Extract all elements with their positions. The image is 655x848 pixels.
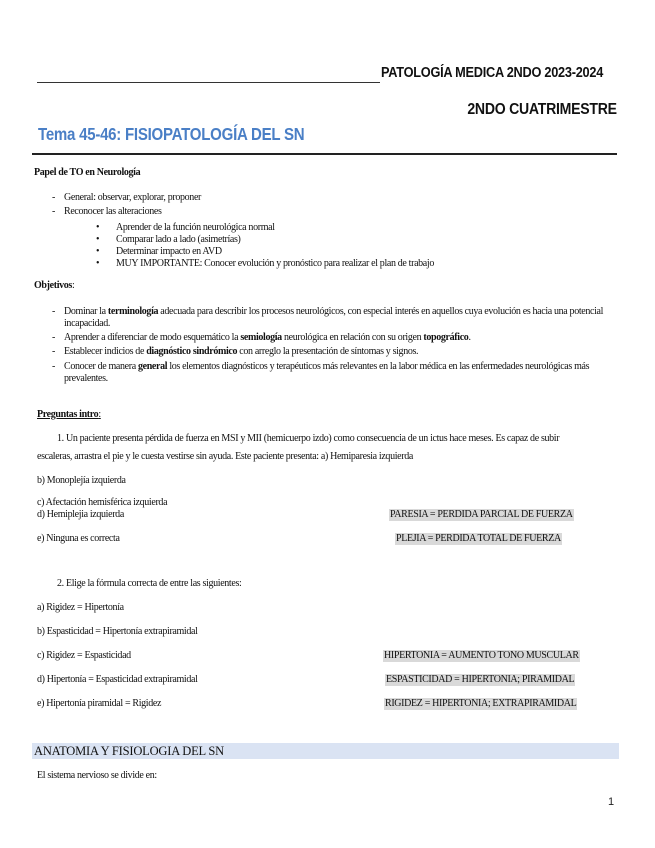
title-divider (32, 153, 617, 155)
objective-item (52, 346, 627, 358)
question-1-line-1: 1. Un paciente presenta pérdida de fuerza en MSI y MII (hemicuerpo izdo) como consecuencia de un ictus hace meses. Es capaz de subir (57, 433, 560, 444)
page-number: 1 (608, 796, 615, 808)
page-title: Tema 45-46: FISIOPATOLOGÍA DEL SN (38, 124, 305, 144)
objective-item (52, 332, 627, 344)
list-item-text: General: observar, explorar, proponer (64, 192, 202, 203)
objectives-heading-text: Objetivos (34, 280, 72, 291)
objective-item (52, 361, 627, 385)
rigidez-note: RIGIDEZ = HIPERTONIA; EXTRAPIRAMIDAL (385, 698, 577, 709)
question-2-line-1: 2. Elige la fórmula correcta de entre las siguientes: (57, 578, 242, 589)
dash-marker: - (52, 332, 55, 343)
objective-text: neurológica en relación con su origen (281, 332, 424, 343)
list-item (52, 192, 201, 204)
objective-text: Dominar la (64, 306, 108, 317)
questions-heading (37, 409, 101, 421)
sub-list-item-text: Aprender de la función neurológica normal (116, 222, 275, 233)
question-1-option-e: e) Ninguna es correcta (37, 533, 120, 544)
objective-keyword: diagnóstico sindrómico (146, 346, 238, 357)
sub-list-item-text: Comparar lado a lado (asimetrías) (116, 234, 241, 245)
sub-list-item (96, 234, 241, 246)
objectives-heading (34, 280, 74, 292)
question-1-option-b: b) Monoplejía izquierda (37, 475, 126, 486)
espasticidad-note: ESPASTICIDAD = HIPERTONIA; PIRAMIDAL (386, 674, 575, 685)
question-1-option-d: d) Hemiplejia izquierda (37, 509, 124, 520)
objective-text: Establecer indicios de (64, 346, 147, 357)
paresia-note: PARESIA = PERDIDA PARCIAL DE FUERZA (390, 509, 573, 520)
objective-item (52, 306, 627, 330)
objective-text: Conocer de manera (64, 361, 138, 372)
sub-list-item (96, 222, 275, 234)
sub-list-item-text: Determinar impacto en AVD (116, 246, 222, 257)
objective-text: Aprender a diferenciar de modo esquemático la (64, 332, 241, 343)
objective-text: adecuada para describir los procesos neurológicos, con especial interés en aquellos cuya evolución es hacia una potencial incapacidad. (64, 306, 604, 329)
objective-keyword: terminología (107, 306, 159, 317)
sub-list-item-text: MUY IMPORTANTE: Conocer evolución y pronóstico para realizar el plan de trabajo (116, 258, 434, 269)
question-2-option-b: b) Espasticidad = Hipertonía extrapiramidal (37, 626, 198, 637)
bullet-icon: • (96, 258, 100, 269)
objective-keyword: semiología (240, 332, 282, 343)
term-header: 2NDO CUATRIMESTRE (467, 101, 617, 118)
bullet-icon: • (96, 222, 100, 233)
question-2-option-d: d) Hipertonía = Espasticidad extrapiramidal (37, 674, 198, 685)
objectives-heading-suffix: : (71, 280, 75, 291)
questions-heading-suffix: : (98, 409, 101, 420)
course-header: PATOLOGÍA MEDICA 2NDO 2023-2024 (381, 65, 604, 81)
dash-marker: - (52, 206, 55, 217)
plejia-note: PLEJIA = PERDIDA TOTAL DE FUERZA (396, 533, 561, 544)
anatomy-heading: ANATOMIA Y FISIOLOGIA DEL SN (34, 744, 225, 758)
question-2-option-a: a) Rigidez = Hipertonía (37, 602, 124, 613)
questions-heading-text: Preguntas intro (37, 409, 99, 420)
objective-keyword: topográfico (423, 332, 469, 343)
objective-keyword: general (137, 361, 168, 372)
question-2-option-c: c) Rigidez = Espasticidad (37, 650, 131, 661)
bullet-icon: • (96, 234, 100, 245)
dash-marker: - (52, 306, 55, 317)
question-1-option-c: c) Afectación hemisférica izquierda (37, 497, 168, 508)
bullet-icon: • (96, 246, 100, 257)
header-rule (37, 82, 380, 83)
list-item (52, 206, 162, 218)
hipertonia-note: HIPERTONIA = AUMENTO TONO MUSCULAR (384, 650, 579, 661)
list-item-text: Reconocer las alteraciones (64, 206, 162, 217)
dash-marker: - (52, 361, 55, 372)
objective-text: los elementos diagnósticos y terapéuticos más relevantes en la labor médica en las enfermedades neurológicas más prevalentes. (64, 361, 590, 384)
sub-list-item (96, 246, 222, 258)
question-2-option-e: e) Hipertonía piramidal = Rigidez (37, 698, 162, 709)
anatomy-intro: El sistema nervioso se divide en: (37, 770, 157, 781)
objective-text: . (468, 332, 471, 343)
dash-marker: - (52, 192, 55, 203)
role-section-heading: Papel de TO en Neurología (34, 167, 141, 178)
dash-marker: - (52, 346, 55, 357)
sub-list-item (96, 258, 434, 270)
objective-text: con arreglo la presentación de síntomas y signos. (237, 346, 419, 357)
question-1-line-2: escaleras, arrastra el pie y le cuesta vestirse sin ayuda. Este paciente presenta: a) Hemiparesia izquierda (37, 451, 413, 462)
